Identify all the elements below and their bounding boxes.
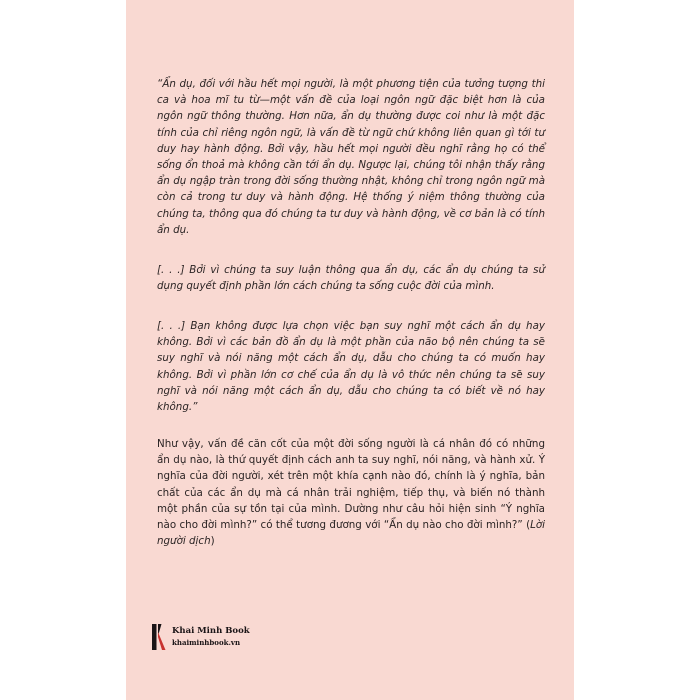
publisher-block [152, 624, 250, 650]
quote-paragraph-1: “Ẩn dụ, đối với hầu hết mọi người, là một phương tiện của tưởng tượng thi ca và hoa mĩ tu từ—một vấn đề của loại ngôn ngữ đặc biệt hơn là của ngôn ngữ thông thường. Hơn nữa, ẩn dụ thường được coi như là một đặc tính của chỉ riêng ngôn ngữ, là vấn đề từ ngữ chứ không liên quan gì tới tư duy hay hành động. Bởi vậy, hầu hết mọi người đều nghĩ rằng họ có thể sống ổn thoả mà không cần tới ẩn dụ. Ngược lại, chúng tôi nhận thấy rằng ẩn dụ ngập tràn trong đời sống thường nhật, không chỉ trong ngôn ngữ mà còn cả trong tư duy và hành động. Hệ thống ý niệm thông thường của chúng ta, thông qua đó chúng ta tư duy và hành động, về cơ bản là có tính ẩn dụ. [157, 78, 545, 236]
translator-note-close: ) [210, 535, 215, 548]
quote-paragraph-2: [. . .] Bởi vì chúng ta suy luận thông qua ẩn dụ, các ẩn dụ chúng ta sử dụng quyết định phần lớn cách chúng ta sống cuộc đời của mình. [157, 264, 545, 293]
translator-note [157, 436, 545, 549]
publisher-text [172, 625, 250, 649]
translator-note-text: Như vậy, vấn đề căn cốt của một đời sống người là cá nhân đó có những ẩn dụ nào, là thứ quyết định cách anh ta suy nghĩ, nói năng, và hành xử. Ý nghĩa của đời người, xét trên một khía cạnh nào đó, chính là ý nghĩa, bản chất của các ẩn dụ mà cá nhân trải nghiệm, tiếp thụ, và biến nó thành một phần của sự tồn tại của mình. Dường như câu hỏi hiện sinh “Ý nghĩa nào cho đời mình?” có thể tương đương với “Ẩn dụ nào cho đời mình?” ( [157, 438, 545, 532]
back-cover [126, 0, 574, 700]
publisher-website: khaiminhbook.vn [172, 638, 241, 647]
quote-paragraph-3: [. . .] Bạn không được lựa chọn việc bạn suy nghĩ một cách ẩn dụ hay không. Bởi vì các bản đồ ẩn dụ là một phần của não bộ nên chúng ta sẽ suy nghĩ và nói năng một cách ẩn dụ, dẫu cho chúng ta có muốn hay không. Bởi vì phần lớn cơ chế của ẩn dụ là vô thức nên chúng ta sẽ suy nghĩ và nói năng một cách ẩn dụ, dẫu cho chúng ta có biết về nó hay không.” [157, 320, 545, 414]
publisher-name: Khai Minh Book [172, 626, 250, 636]
publisher-logo-icon [152, 624, 166, 650]
translator-credit: Lời người dịch [157, 519, 545, 548]
